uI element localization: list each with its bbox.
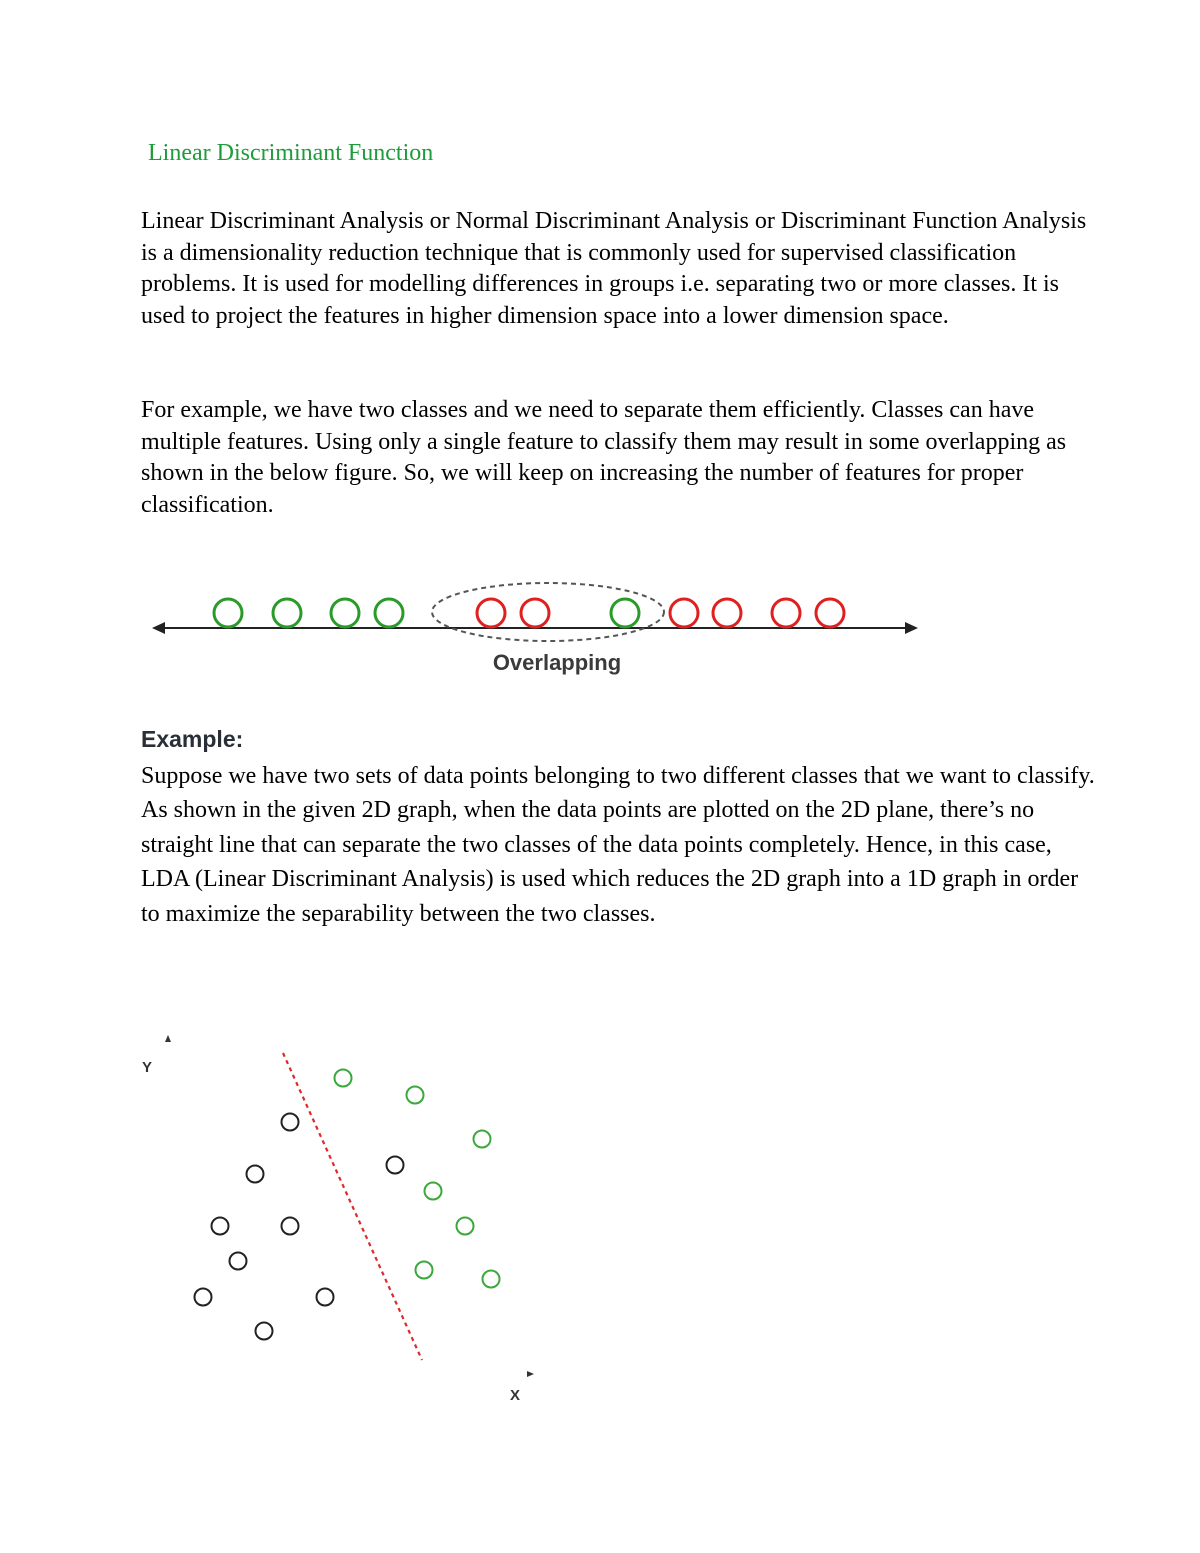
example-paragraph: Suppose we have two sets of data points belonging to two different classes that we want to classify. As shown in the given 2D graph, when the data points are plotted on the 2D plane, there’s no straight line that can separate the two classes of the data points completely. Hence, in this case, LDA (Linear Discriminant Analysis) is used which reduces the 2D graph into a 1D graph in order to maximize the separability between the two classes.	[141, 763, 1095, 927]
intro-paragraph: Linear Discriminant Analysis or Normal Discriminant Analysis or Discriminant Function Analysis is a dimensionality reduction technique that is commonly used for supervised classification problems. It is used for modelling differences in groups i.e. separating two or more classes. It is used to project the features in higher dimension space into a lower dimension space.	[141, 208, 1087, 329]
page-title: Linear Discriminant Function	[148, 140, 434, 166]
black-point	[195, 1289, 212, 1306]
black-point	[282, 1218, 299, 1235]
green-point	[425, 1183, 442, 1200]
green-point	[416, 1262, 433, 1279]
green-point	[273, 599, 301, 627]
red-point	[713, 599, 741, 627]
black-point	[256, 1323, 273, 1340]
red-point	[477, 599, 505, 627]
red-point	[816, 599, 844, 627]
green-point	[611, 599, 639, 627]
x-axis-label: X	[510, 1387, 521, 1404]
black-point	[247, 1166, 264, 1183]
green-point	[214, 599, 242, 627]
overlap-label: Overlapping	[492, 650, 622, 675]
black-point	[317, 1289, 334, 1306]
green-point	[331, 599, 359, 627]
black-point	[282, 1114, 299, 1131]
green-point	[483, 1271, 500, 1288]
green-point	[335, 1070, 352, 1087]
red-point	[521, 599, 549, 627]
axis-arrow-right	[905, 622, 918, 634]
x-axis-arrow-tip	[527, 1371, 534, 1377]
example-label: Example:	[141, 726, 244, 752]
separator-line	[283, 1053, 422, 1360]
green-point	[407, 1087, 424, 1104]
green-point	[457, 1218, 474, 1235]
black-point	[212, 1218, 229, 1235]
black-point	[230, 1253, 247, 1270]
black-point	[387, 1157, 404, 1174]
y-axis-arrow-tip	[165, 1035, 171, 1042]
axis-arrow-left	[152, 622, 165, 634]
green-point	[474, 1131, 491, 1148]
y-axis-label: Y	[142, 1059, 153, 1076]
green-point	[375, 599, 403, 627]
red-point	[670, 599, 698, 627]
red-point	[772, 599, 800, 627]
example-intro-paragraph: For example, we have two classes and we need to separate them efficiently. Classes can have multiple features. Using only a single feature to classify them may result in some overlapping as shown in the below figure. So, we will keep on increasing the number of features for proper classification.	[141, 397, 1067, 518]
overlap-figure	[0, 0, 1200, 700]
